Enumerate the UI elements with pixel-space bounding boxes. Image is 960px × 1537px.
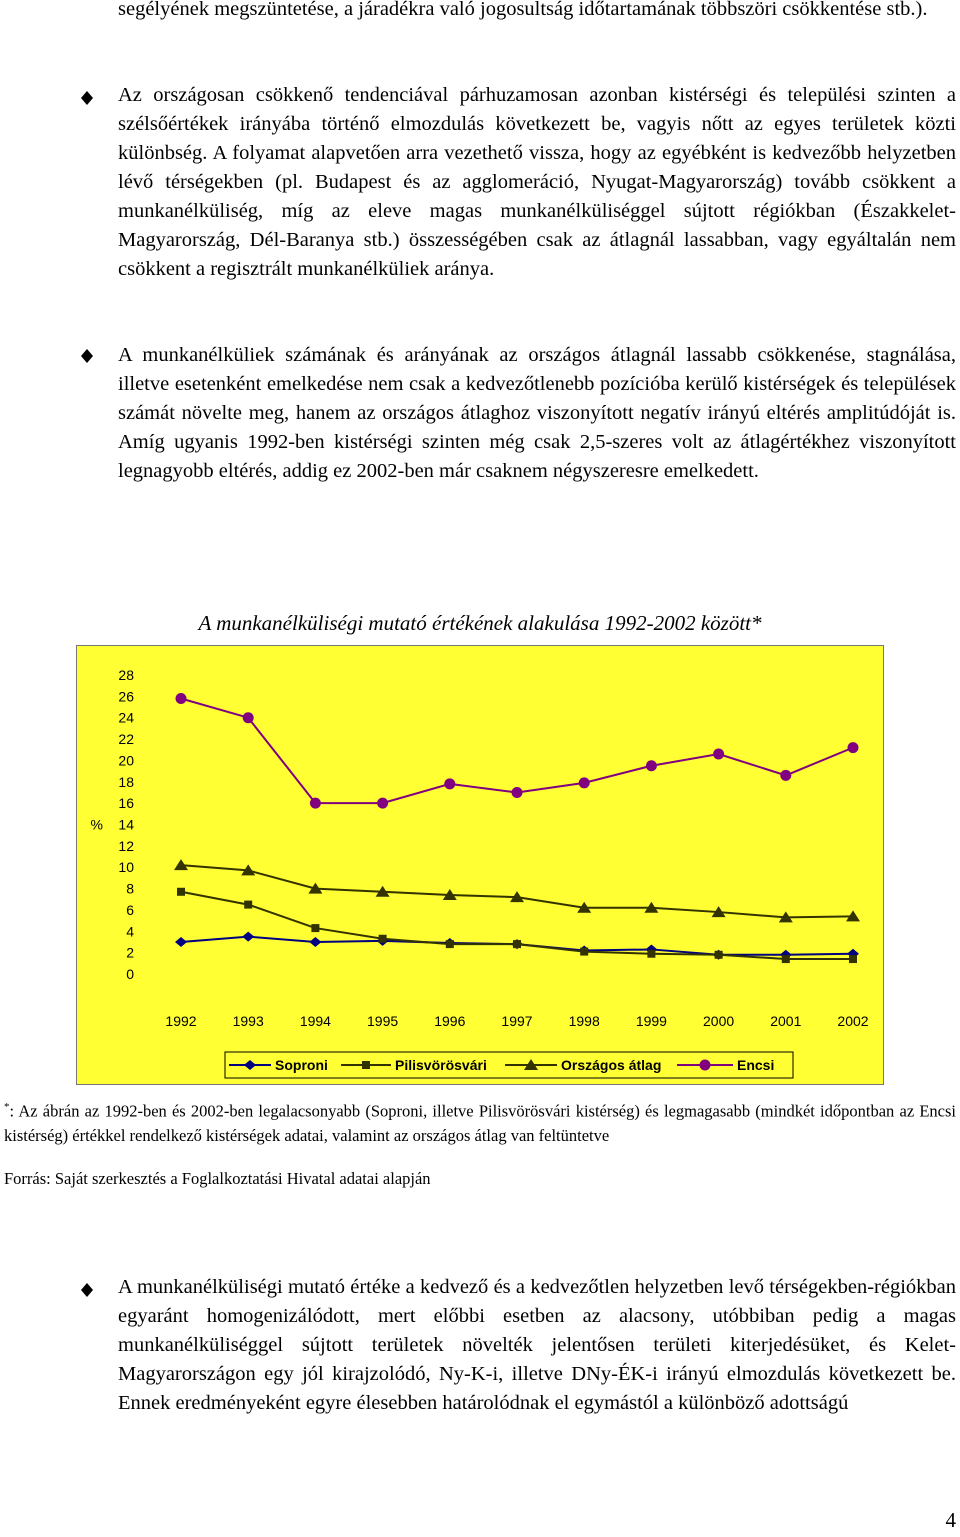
- data-point-encsi: [713, 749, 724, 760]
- paragraph-3: A munkanélküliségi mutató értéke a kedvező és a kedvezőtlen helyzetben levő térségekben-régiókban egyaránt homogenizálódott, mert előbbi esetben az alacsony, utóbbiban pedig a magas munkanélküliséggel sújtott területek növelték jelentősen területi kiterjedésüket, és Kelet-Magyarországon egy jól kirajzolódó, Ny-K-i, illetve DNy-ÉK-i irányú elmozdulás következett be. Ennek eredményeként egyre élesebben határolódnak el egymástól a különböző adottságú: [118, 1276, 956, 1414]
- diamond-bullet-icon: [80, 91, 94, 105]
- data-point-encsi: [646, 760, 657, 771]
- legend-label-pilisvorosvari: Pilisvörösvári: [395, 1057, 487, 1073]
- x-tick-label: 1996: [434, 1013, 466, 1029]
- y-tick-label: 20: [118, 752, 134, 769]
- x-tick-label: 1994: [299, 1013, 331, 1029]
- x-tick-label: 1993: [232, 1013, 264, 1029]
- line-chart: [77, 646, 883, 1084]
- footnote-marker: *: [4, 1101, 10, 1113]
- data-point-encsi: [310, 798, 321, 809]
- y-tick-label: 4: [126, 923, 134, 940]
- y-tick-label: 26: [118, 688, 134, 705]
- y-tick-label: 10: [118, 859, 134, 876]
- paragraph-2: A munkanélküliek számának és arányának az országos átlagnál lassabb csökkenése, stagnálása, illetve esetenként emelkedése nem csak a kedvezőtlenebb pozícióba kerülő kistérségek és települések számát növelte meg, hanem az országos átlaghoz viszonyított negatív irányú eltérés amplitúdóját is. Amíg ugyanis 1992-ben kistérségi szinten még csak 2,5-szeres volt az átlagértékhez viszonyított legnagyobb eltérés, addig ez 2002-ben már csaknem négyszeresre emelkedett.: [118, 344, 956, 482]
- y-tick-label: 14: [118, 816, 134, 833]
- data-point-soproni: [175, 937, 187, 947]
- y-tick-label: 28: [118, 667, 134, 683]
- source-note: Forrás: Saját szerkesztés a Foglalkoztatási Hivatal adatai alapján: [4, 1169, 431, 1188]
- chart-title: A munkanélküliségi mutató értékének alakulása 1992-2002 között*: [198, 611, 762, 635]
- data-point-encsi: [444, 778, 455, 789]
- y-tick-label: 24: [118, 709, 134, 726]
- legend-label-encsi: Encsi: [737, 1057, 775, 1073]
- y-tick-label: 6: [126, 901, 134, 918]
- y-tick-label: 18: [118, 773, 134, 790]
- legend-marker-pilisvorosvari: [362, 1061, 370, 1069]
- x-tick-label: 1998: [568, 1013, 600, 1029]
- x-tick-label: 1992: [165, 1013, 197, 1029]
- data-point-pilisvorosvari: [647, 950, 655, 958]
- x-tick-label: 1997: [501, 1013, 533, 1029]
- data-point-encsi: [848, 742, 859, 753]
- data-point-pilisvorosvari: [379, 935, 387, 943]
- y-tick-label: 12: [118, 837, 134, 854]
- y-tick-label: 8: [126, 880, 134, 897]
- data-point-encsi: [377, 798, 388, 809]
- legend-marker-encsi: [700, 1060, 711, 1071]
- data-point-encsi: [243, 712, 254, 723]
- paragraph-1: Az országosan csökkenő tendenciával párhuzamosan azonban kistérségi és települési szinten a szélsőértékek irányába történő elmozdulás következett be, vagyis nőtt az egyes területek közti különbség. A folyamat alapvetően arra vezethető vissza, hogy az egyébként is kedvezőbb helyzetben lévő térségekben (pl. Budapest és az agglomeráció, Nyugat-Magyarország) tovább csökkent a munkanélküliség, míg az eleve magas munkanélküliséggel sújtott régiókban (Északkelet-Magyarország, Dél-Baranya stb.) összességében csak az átlagnál lassabban, vagy egyáltalán nem csökkent a regisztrált munkanélküliek aránya.: [118, 84, 956, 280]
- chart-area: [76, 645, 884, 1085]
- y-tick-label: 2: [126, 944, 134, 961]
- data-point-encsi: [579, 777, 590, 788]
- data-point-pilisvorosvari: [177, 888, 185, 896]
- data-point-soproni: [242, 932, 254, 942]
- x-tick-label: 2000: [703, 1013, 735, 1029]
- page-number: 4: [945, 1508, 956, 1532]
- data-point-pilisvorosvari: [849, 955, 857, 963]
- y-tick-label: 0: [126, 966, 134, 982]
- data-point-pilisvorosvari: [715, 951, 723, 959]
- footnote-text: : Az ábrán az 1992-ben és 2002-ben legalacsonyabb (Soproni, illetve Pilisvörösvári kistérség) és legmagasabb (mindkét időpontban az Encsi kistérség) értékkel rendelkező kistérségek adatai, valamint az országos átlag van feltüntetve: [4, 1101, 956, 1145]
- y-tick-label: 16: [118, 795, 134, 812]
- data-point-pilisvorosvari: [311, 924, 319, 932]
- paragraph-continuation: segélyének megszüntetése, a járadékra való jogosultság időtartamának többszöri csökkentése stb.).: [118, 0, 928, 20]
- data-point-pilisvorosvari: [782, 955, 790, 963]
- x-tick-label: 1995: [367, 1013, 399, 1029]
- x-tick-label: 1999: [635, 1013, 667, 1029]
- data-point-pilisvorosvari: [244, 901, 252, 909]
- legend-label-orszagos: Országos átlag: [561, 1057, 662, 1073]
- data-point-encsi: [176, 693, 187, 704]
- data-point-pilisvorosvari: [580, 948, 588, 956]
- data-point-encsi: [512, 787, 523, 798]
- x-tick-label: 2001: [770, 1013, 802, 1029]
- legend-label-soproni: Soproni: [275, 1057, 328, 1073]
- x-tick-label: 2002: [837, 1013, 869, 1029]
- data-point-pilisvorosvari: [513, 940, 521, 948]
- y-tick-label: 22: [118, 731, 134, 748]
- diamond-bullet-icon: [80, 1283, 94, 1297]
- data-point-encsi: [780, 770, 791, 781]
- data-point-soproni: [309, 937, 321, 947]
- footnote: [4, 1095, 956, 1148]
- data-point-pilisvorosvari: [446, 940, 454, 948]
- y-axis-label: %: [90, 816, 103, 833]
- diamond-bullet-icon: [80, 349, 94, 363]
